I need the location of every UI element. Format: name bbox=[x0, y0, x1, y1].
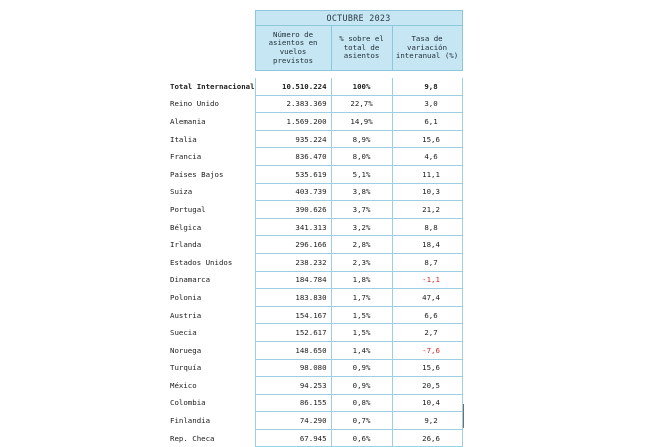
country-cell: Francia bbox=[170, 152, 202, 162]
seats-cell: 296.166 bbox=[255, 236, 331, 254]
seats-cell: 154.167 bbox=[255, 306, 331, 324]
seats-cell: 94.253 bbox=[255, 377, 331, 395]
country-cell: Irlanda bbox=[170, 240, 202, 250]
table-row bbox=[168, 289, 462, 307]
country-cell: Alemania bbox=[170, 116, 206, 126]
share-cell: 14,9% bbox=[331, 113, 392, 131]
table-row bbox=[168, 95, 462, 113]
variation-cell: 10,4 bbox=[392, 394, 462, 412]
variation-cell: 47,4 bbox=[392, 289, 462, 307]
share-cell: 1,4% bbox=[331, 341, 392, 359]
country-cell: Portugal bbox=[170, 204, 206, 214]
table-row bbox=[168, 324, 462, 342]
table-row bbox=[168, 429, 462, 447]
share-cell: 1,5% bbox=[331, 306, 392, 324]
variation-cell: -1,1 bbox=[392, 271, 462, 289]
table-row bbox=[168, 113, 462, 131]
variation-cell: 18,4 bbox=[392, 236, 462, 254]
table-row bbox=[168, 359, 462, 377]
share-cell: 0,6% bbox=[331, 429, 392, 447]
country-cell: Rep. Checa bbox=[170, 433, 215, 443]
country-cell: Bélgica bbox=[170, 222, 202, 232]
seats-cell: 238.232 bbox=[255, 253, 331, 271]
seats-cell: 341.313 bbox=[255, 218, 331, 236]
variation-cell: 8,7 bbox=[392, 253, 462, 271]
share-cell: 0,9% bbox=[331, 377, 392, 395]
variation-cell: -7,6 bbox=[392, 341, 462, 359]
seats-cell: 535.619 bbox=[255, 165, 331, 183]
share-cell: 3,2% bbox=[331, 218, 392, 236]
share-cell: 3,8% bbox=[331, 183, 392, 201]
variation-cell: 6,6 bbox=[392, 306, 462, 324]
seats-cell: 184.784 bbox=[255, 271, 331, 289]
table-title-row bbox=[168, 11, 462, 26]
country-cell: Colombia bbox=[170, 398, 206, 408]
seats-cell: 836.470 bbox=[255, 148, 331, 166]
variation-cell: 20,5 bbox=[392, 377, 462, 395]
seats-cell: 74.290 bbox=[255, 412, 331, 430]
seats-table bbox=[168, 10, 463, 447]
total-row bbox=[168, 78, 462, 95]
table-row bbox=[168, 377, 462, 395]
country-cell: Finlandia bbox=[170, 416, 211, 426]
country-cell: Dinamarca bbox=[170, 275, 211, 285]
seats-cell: 152.617 bbox=[255, 324, 331, 342]
country-cell: Turquía bbox=[170, 363, 202, 373]
seats-cell: 148.650 bbox=[255, 341, 331, 359]
table-row bbox=[168, 306, 462, 324]
variation-cell: 3,0 bbox=[392, 95, 462, 113]
table-row bbox=[168, 236, 462, 254]
header-share: % sobre el total de asientos bbox=[331, 26, 392, 71]
country-cell: Reino Unido bbox=[170, 99, 219, 109]
seats-cell: 67.945 bbox=[255, 429, 331, 447]
variation-cell: 9,8 bbox=[392, 78, 462, 95]
country-cell: Noruega bbox=[170, 345, 202, 355]
variation-cell: 11,1 bbox=[392, 165, 462, 183]
variation-cell: 26,6 bbox=[392, 429, 462, 447]
country-cell: Austria bbox=[170, 310, 202, 320]
table-row bbox=[168, 394, 462, 412]
header-gap bbox=[168, 71, 462, 79]
share-cell: 8,0% bbox=[331, 148, 392, 166]
table-row bbox=[168, 130, 462, 148]
seats-cell: 2.383.369 bbox=[255, 95, 331, 113]
seats-cell: 1.569.200 bbox=[255, 113, 331, 131]
table-row bbox=[168, 412, 462, 430]
share-cell: 22,7% bbox=[331, 95, 392, 113]
header-variation: Tasa de variación interanual (%) bbox=[392, 26, 462, 71]
variation-cell: 6,1 bbox=[392, 113, 462, 131]
country-cell: Polonia bbox=[170, 292, 202, 302]
country-cell: Total Internacional bbox=[170, 82, 255, 92]
share-cell: 0,9% bbox=[331, 359, 392, 377]
seats-cell: 935.224 bbox=[255, 130, 331, 148]
share-cell: 8,9% bbox=[331, 130, 392, 148]
table-title: OCTUBRE 2023 bbox=[255, 11, 462, 26]
country-cell: Países Bajos bbox=[170, 169, 224, 179]
table-row bbox=[168, 165, 462, 183]
column-header-row bbox=[168, 26, 462, 71]
table-row bbox=[168, 183, 462, 201]
table-row bbox=[168, 253, 462, 271]
seats-cell: 183.830 bbox=[255, 289, 331, 307]
country-cell: Suecia bbox=[170, 328, 197, 338]
table-row bbox=[168, 148, 462, 166]
divider-line bbox=[463, 404, 464, 428]
variation-cell: 4,6 bbox=[392, 148, 462, 166]
country-cell: Italia bbox=[170, 134, 197, 144]
share-cell: 1,8% bbox=[331, 271, 392, 289]
share-cell: 5,1% bbox=[331, 165, 392, 183]
seats-cell: 86.155 bbox=[255, 394, 331, 412]
variation-cell: 10,3 bbox=[392, 183, 462, 201]
variation-cell: 8,8 bbox=[392, 218, 462, 236]
seats-cell: 10.510.224 bbox=[255, 78, 331, 95]
share-cell: 100% bbox=[331, 78, 392, 95]
country-cell: Estados Unidos bbox=[170, 257, 233, 267]
seats-cell: 403.739 bbox=[255, 183, 331, 201]
share-cell: 0,7% bbox=[331, 412, 392, 430]
seats-cell: 390.626 bbox=[255, 201, 331, 219]
table-row bbox=[168, 201, 462, 219]
share-cell: 0,8% bbox=[331, 394, 392, 412]
table-row bbox=[168, 341, 462, 359]
variation-cell: 2,7 bbox=[392, 324, 462, 342]
country-cell: Suiza bbox=[170, 187, 193, 197]
share-cell: 1,7% bbox=[331, 289, 392, 307]
variation-cell: 21,2 bbox=[392, 201, 462, 219]
share-cell: 2,3% bbox=[331, 253, 392, 271]
share-cell: 2,8% bbox=[331, 236, 392, 254]
variation-cell: 15,6 bbox=[392, 359, 462, 377]
share-cell: 3,7% bbox=[331, 201, 392, 219]
table-row bbox=[168, 218, 462, 236]
header-seats: Número de asientos en vuelos previstos bbox=[255, 26, 331, 71]
table-row bbox=[168, 271, 462, 289]
variation-cell: 9,2 bbox=[392, 412, 462, 430]
share-cell: 1,5% bbox=[331, 324, 392, 342]
variation-cell: 15,6 bbox=[392, 130, 462, 148]
country-cell: México bbox=[170, 380, 197, 390]
seats-cell: 98.080 bbox=[255, 359, 331, 377]
